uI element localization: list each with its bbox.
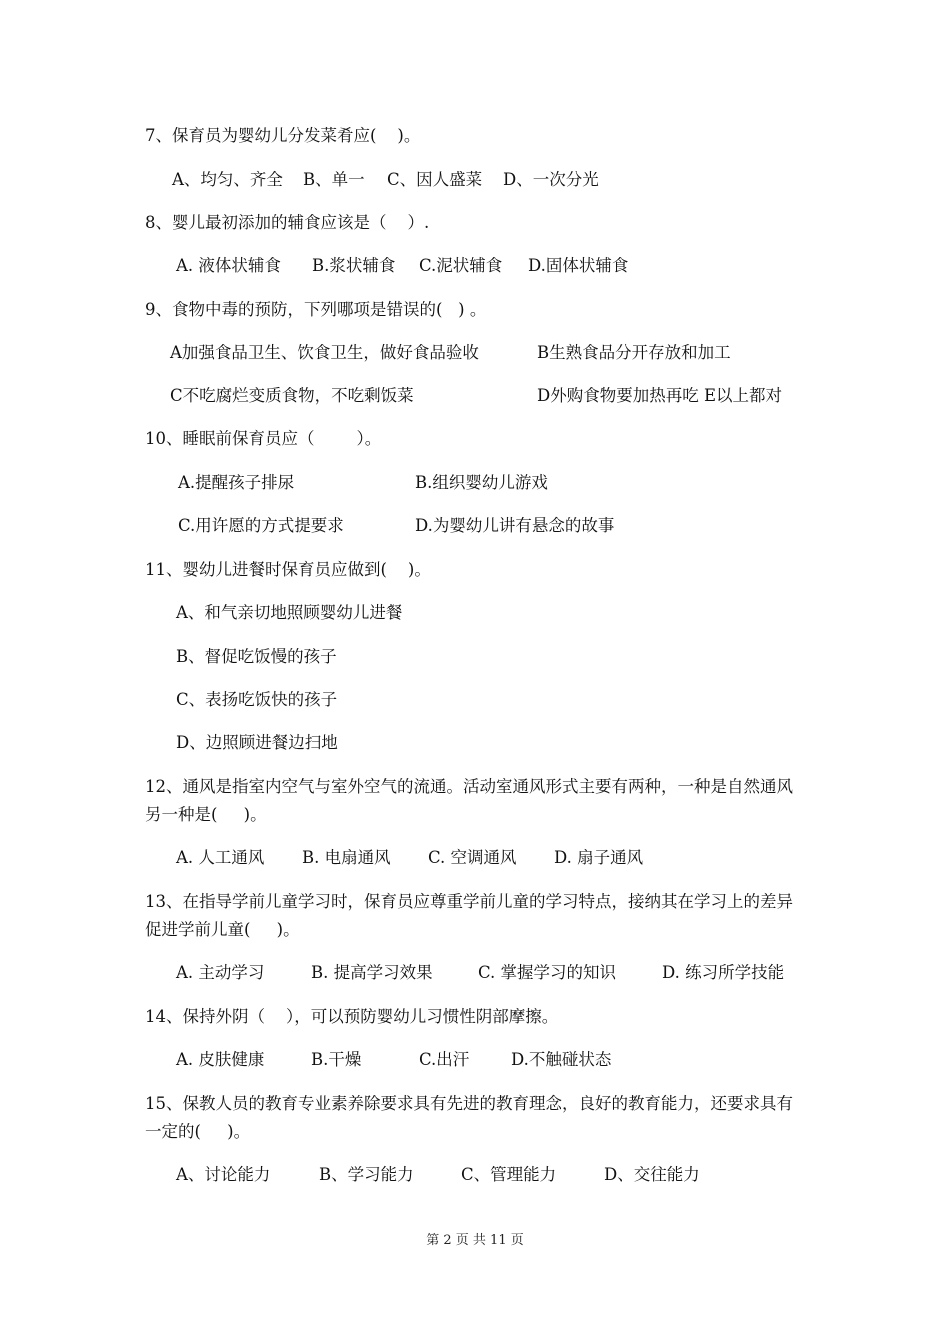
q8-option-a: A. 液体状辅食 xyxy=(176,256,281,275)
q15-option-b: B、学习能力 xyxy=(319,1165,414,1184)
q7-option-b: B、单一 xyxy=(303,170,365,189)
q8-option-d: D.固体状辅食 xyxy=(528,256,629,275)
q14-option-a: A. 皮肤健康 xyxy=(176,1050,265,1069)
question-11: 11、婴幼儿进餐时保育员应做到( )。 xyxy=(145,560,431,579)
q15-option-c: C、管理能力 xyxy=(461,1165,557,1184)
question-13-line-1: 13、在指导学前儿童学习时，保育员应尊重学前儿童的学习特点，接纳其在学习上的差异 xyxy=(145,892,793,911)
question-15-line-1: 15、保教人员的教育专业素养除要求具有先进的教育理念，良好的教育能力，还要求具有 xyxy=(145,1094,793,1113)
q10-option-a: A.提醒孩子排尿 xyxy=(178,473,295,492)
question-10: 10、睡眠前保育员应（ ）。 xyxy=(145,429,382,448)
q12-option-b: B. 电扇通风 xyxy=(302,848,391,867)
q11-option-a: A、和气亲切地照顾婴幼儿进餐 xyxy=(176,603,403,622)
q14-option-b: B.干燥 xyxy=(311,1050,362,1069)
question-8: 8、婴儿最初添加的辅食应该是（ ）. xyxy=(145,213,430,232)
q12-option-c: C. 空调通风 xyxy=(428,848,517,867)
q10-option-b: B.组织婴幼儿游戏 xyxy=(415,473,548,492)
q14-option-d: D.不触碰状态 xyxy=(511,1050,612,1069)
q10-option-c: C.用许愿的方式提要求 xyxy=(178,516,344,535)
q8-option-c: C.泥状辅食 xyxy=(419,256,503,275)
q12-option-a: A. 人工通风 xyxy=(176,848,265,867)
question-14: 14、保持外阴（ ），可以预防婴幼儿习惯性阴部摩擦。 xyxy=(145,1007,559,1026)
q8-option-b: B.浆状辅食 xyxy=(312,256,396,275)
page-number: 第 2 页 共 11 页 xyxy=(426,1233,524,1248)
q9-option-d: D外购食物要加热再吃 E以上都对 xyxy=(537,386,783,405)
q13-option-a: A. 主动学习 xyxy=(176,963,265,982)
question-12-line-2: 另一种是( )。 xyxy=(145,805,267,824)
q9-option-a: A加强食品卫生、饮食卫生，做好食品验收 xyxy=(170,343,479,362)
question-13-line-2: 促进学前儿童( )。 xyxy=(145,920,300,939)
q7-option-c: C、因人盛菜 xyxy=(387,170,483,189)
q11-option-b: B、督促吃饭慢的孩子 xyxy=(176,647,337,666)
q15-option-d: D、交往能力 xyxy=(604,1165,700,1184)
q9-option-b: B生熟食品分开存放和加工 xyxy=(537,343,731,362)
q7-option-a: A、均匀、齐全 xyxy=(172,170,283,189)
question-12-line-1: 12、通风是指室内空气与室外空气的流通。活动室通风形式主要有两种，一种是自然通风 xyxy=(145,777,793,796)
q9-option-c: C不吃腐烂变质食物，不吃剩饭菜 xyxy=(170,386,414,405)
q11-option-c: C、表扬吃饭快的孩子 xyxy=(176,690,338,709)
q10-option-d: D.为婴幼儿讲有悬念的故事 xyxy=(415,516,615,535)
question-7: 7、保育员为婴幼儿分发菜肴应( )。 xyxy=(145,126,421,145)
q15-option-a: A、讨论能力 xyxy=(176,1165,271,1184)
q7-option-d: D、一次分光 xyxy=(503,170,599,189)
q13-option-b: B. 提高学习效果 xyxy=(311,963,433,982)
q13-option-c: C. 掌握学习的知识 xyxy=(478,963,617,982)
question-9: 9、食物中毒的预防，下列哪项是错误的( ) 。 xyxy=(145,300,487,319)
q13-option-d: D. 练习所学技能 xyxy=(662,963,785,982)
q12-option-d: D. 扇子通风 xyxy=(554,848,644,867)
question-15-line-2: 一定的( )。 xyxy=(145,1122,251,1141)
q14-option-c: C.出汗 xyxy=(419,1050,470,1069)
q11-option-d: D、边照顾进餐边扫地 xyxy=(176,733,338,752)
